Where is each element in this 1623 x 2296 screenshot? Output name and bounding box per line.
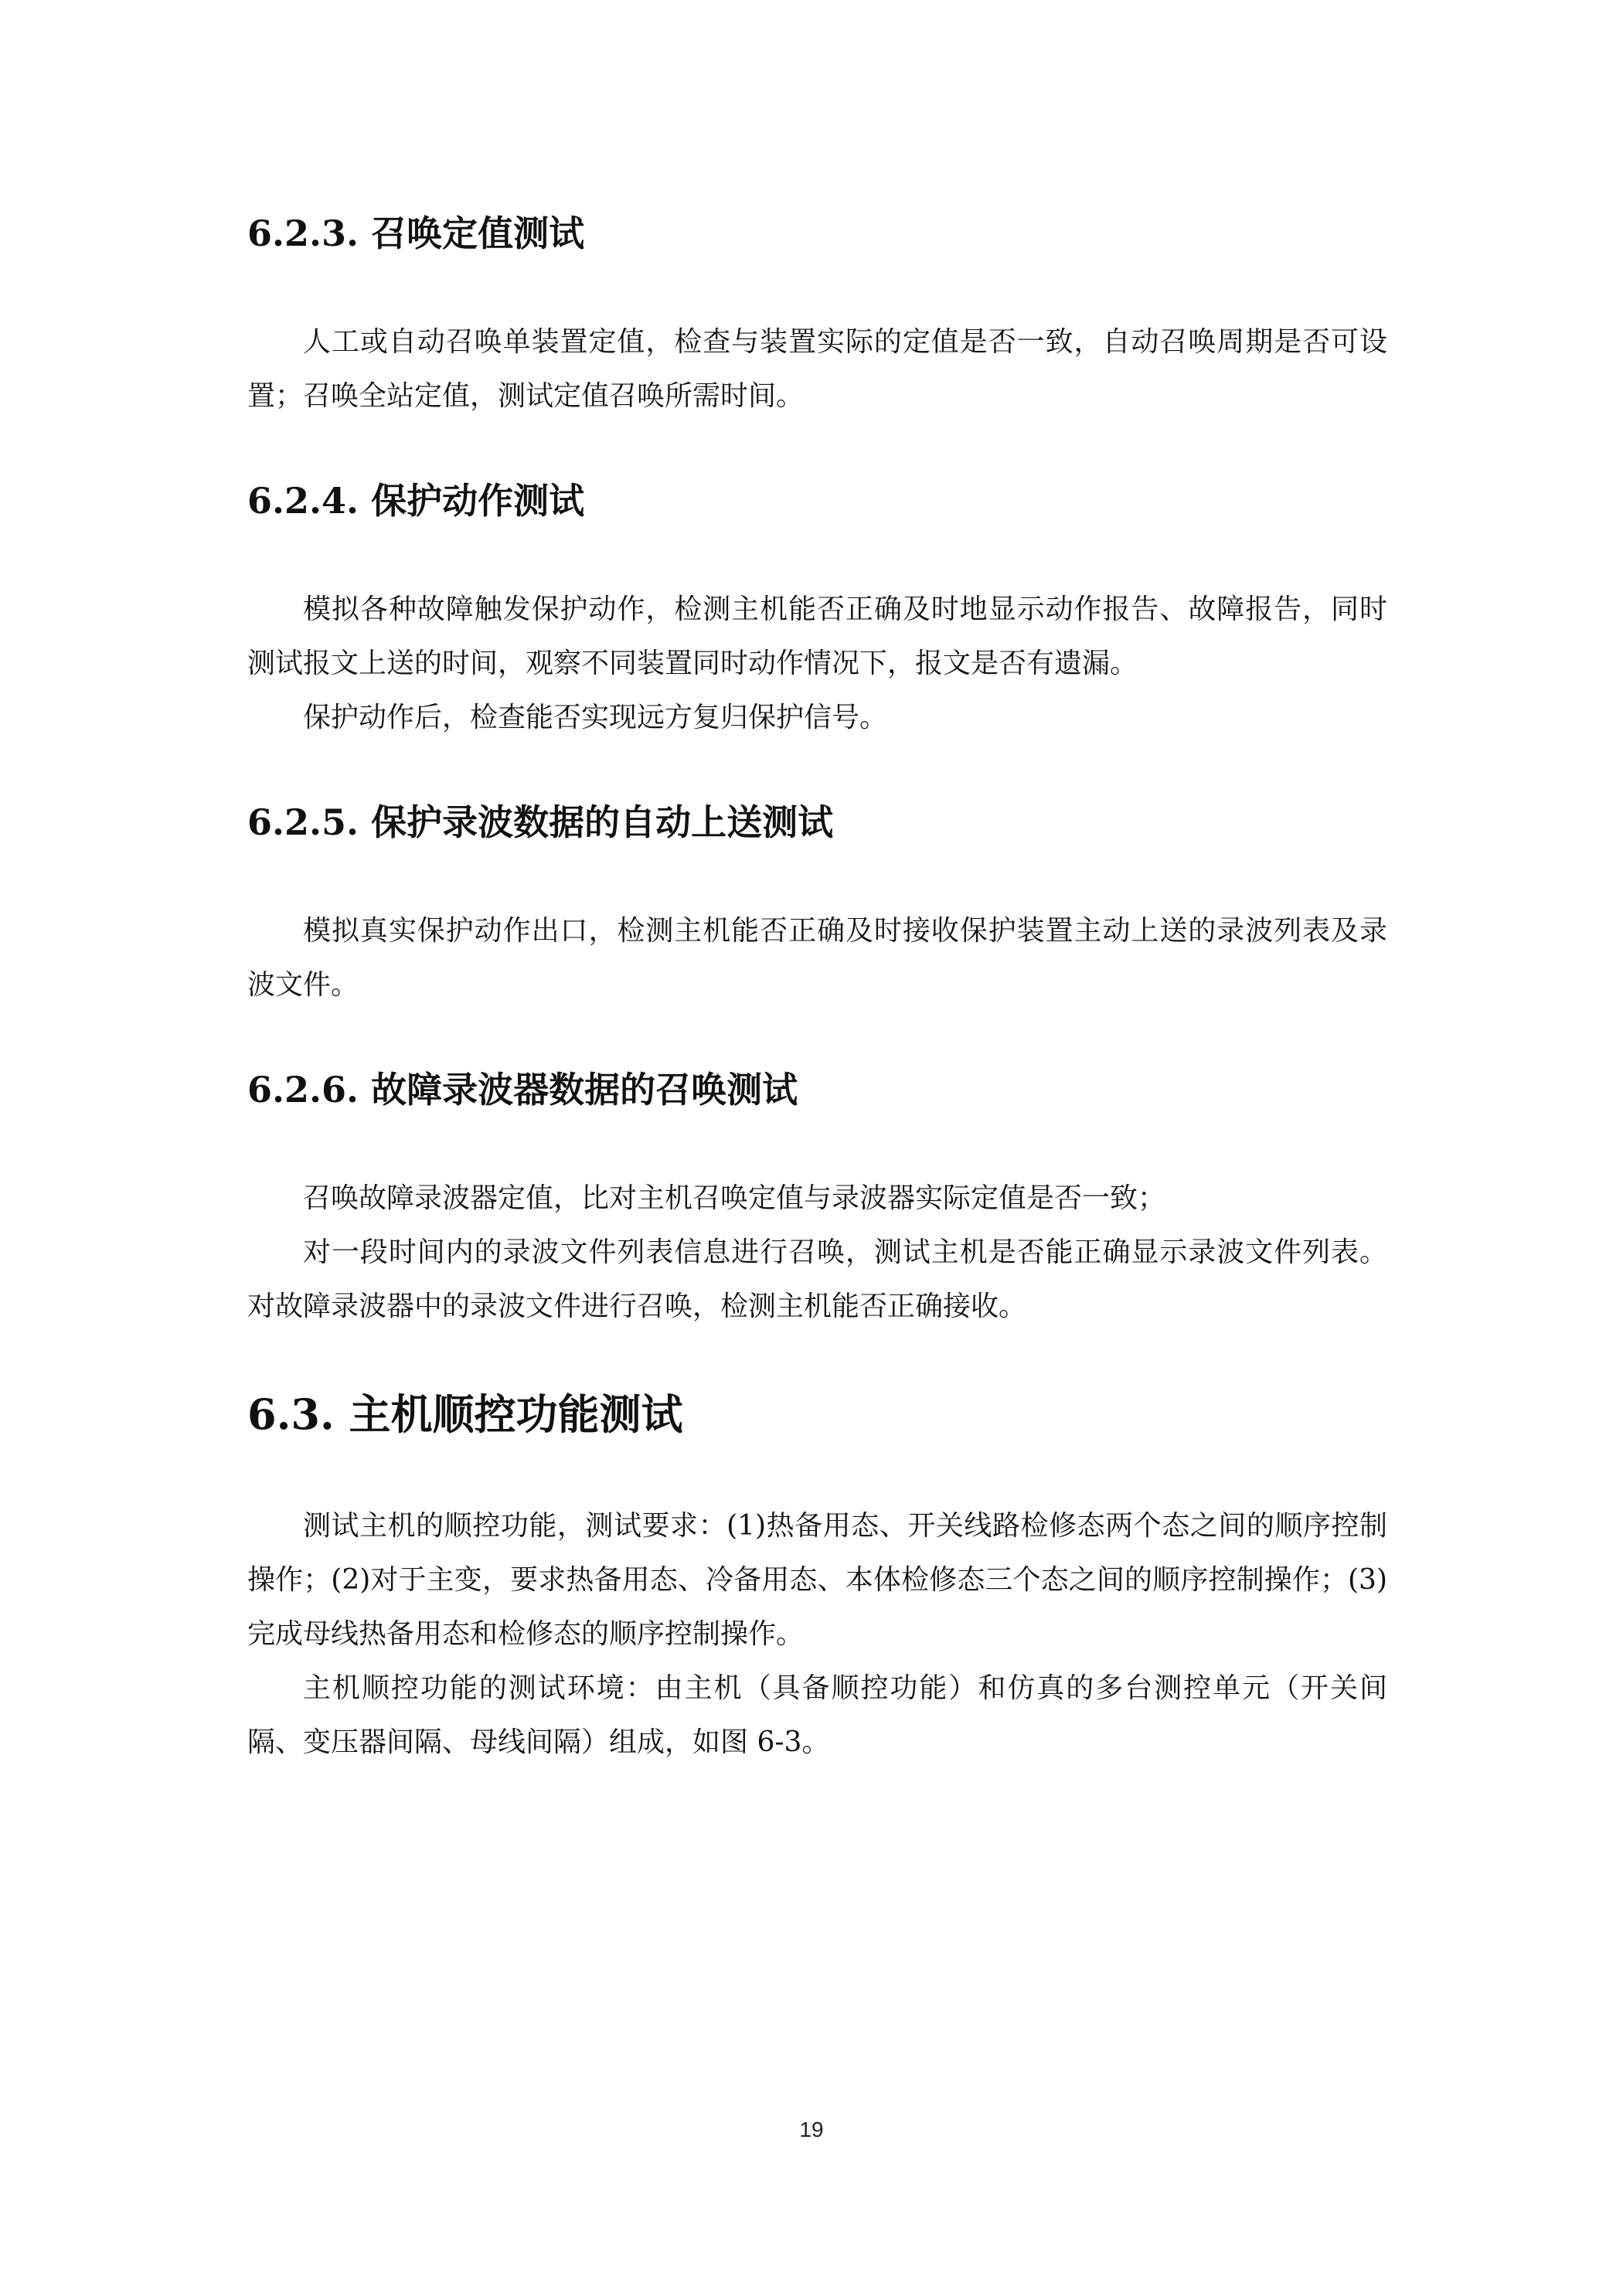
paragraph: 测试主机的顺控功能，测试要求：(1)热备用态、开关线路检修态两个态之间的顺序控制操作；(2)对于主变，要求热备用态、冷备用态、本体检修态三个态之间的顺序控制操作；(3)完成母线热备用态和检修态的顺序控制操作。: [247, 1510, 1387, 1650]
section-6-2-4: [247, 476, 1387, 745]
paragraph: 模拟真实保护动作出口，检测主机能否正确及时接收保护装置主动上送的录波列表及录波文件。: [247, 915, 1387, 1001]
section-6-2-6: [247, 1065, 1387, 1334]
paragraph: 保护动作后，检查能否实现远方复归保护信号。: [303, 702, 888, 733]
section-6-2-3: [247, 209, 1387, 423]
section-heading: 6.2.4. 保护动作测试: [247, 480, 585, 522]
section-6-2-5: [247, 798, 1387, 1012]
paragraph: 模拟各种故障触发保护动作，检测主机能否正确及时地显示动作报告、故障报告，同时测试报文上送的时间，观察不同装置同时动作情况下，报文是否有遗漏。: [247, 594, 1387, 679]
section-6-3: [247, 1386, 1387, 1770]
page-number: 19: [799, 2117, 824, 2141]
page-content: [247, 209, 1387, 1822]
section-heading: 6.2.5. 保护录波数据的自动上送测试: [247, 801, 834, 843]
paragraph: 人工或自动召唤单装置定值，检查与装置实际的定值是否一致，自动召唤周期是否可设置；召唤全站定值，测试定值召唤所需时间。: [247, 326, 1387, 412]
section-heading: 6.2.3. 召唤定值测试: [247, 213, 585, 254]
paragraph: 主机顺控功能的测试环境：由主机（具备顺控功能）和仿真的多台测控单元（开关间隔、变压器间隔、母线间隔）组成，如图 6-3。: [247, 1672, 1387, 1758]
paragraph: 召唤故障录波器定值，比对主机召唤定值与录波器实际定值是否一致；: [303, 1182, 1166, 1214]
section-heading: 6.2.6. 故障录波器数据的召唤测试: [247, 1069, 798, 1111]
paragraph: 对一段时间内的录波文件列表信息进行召唤，测试主机是否能正确显示录波文件列表。对故障录波器中的录波文件进行召唤，检测主机能否正确接收。: [247, 1236, 1387, 1322]
section-heading: 6.3. 主机顺控功能测试: [247, 1390, 683, 1439]
